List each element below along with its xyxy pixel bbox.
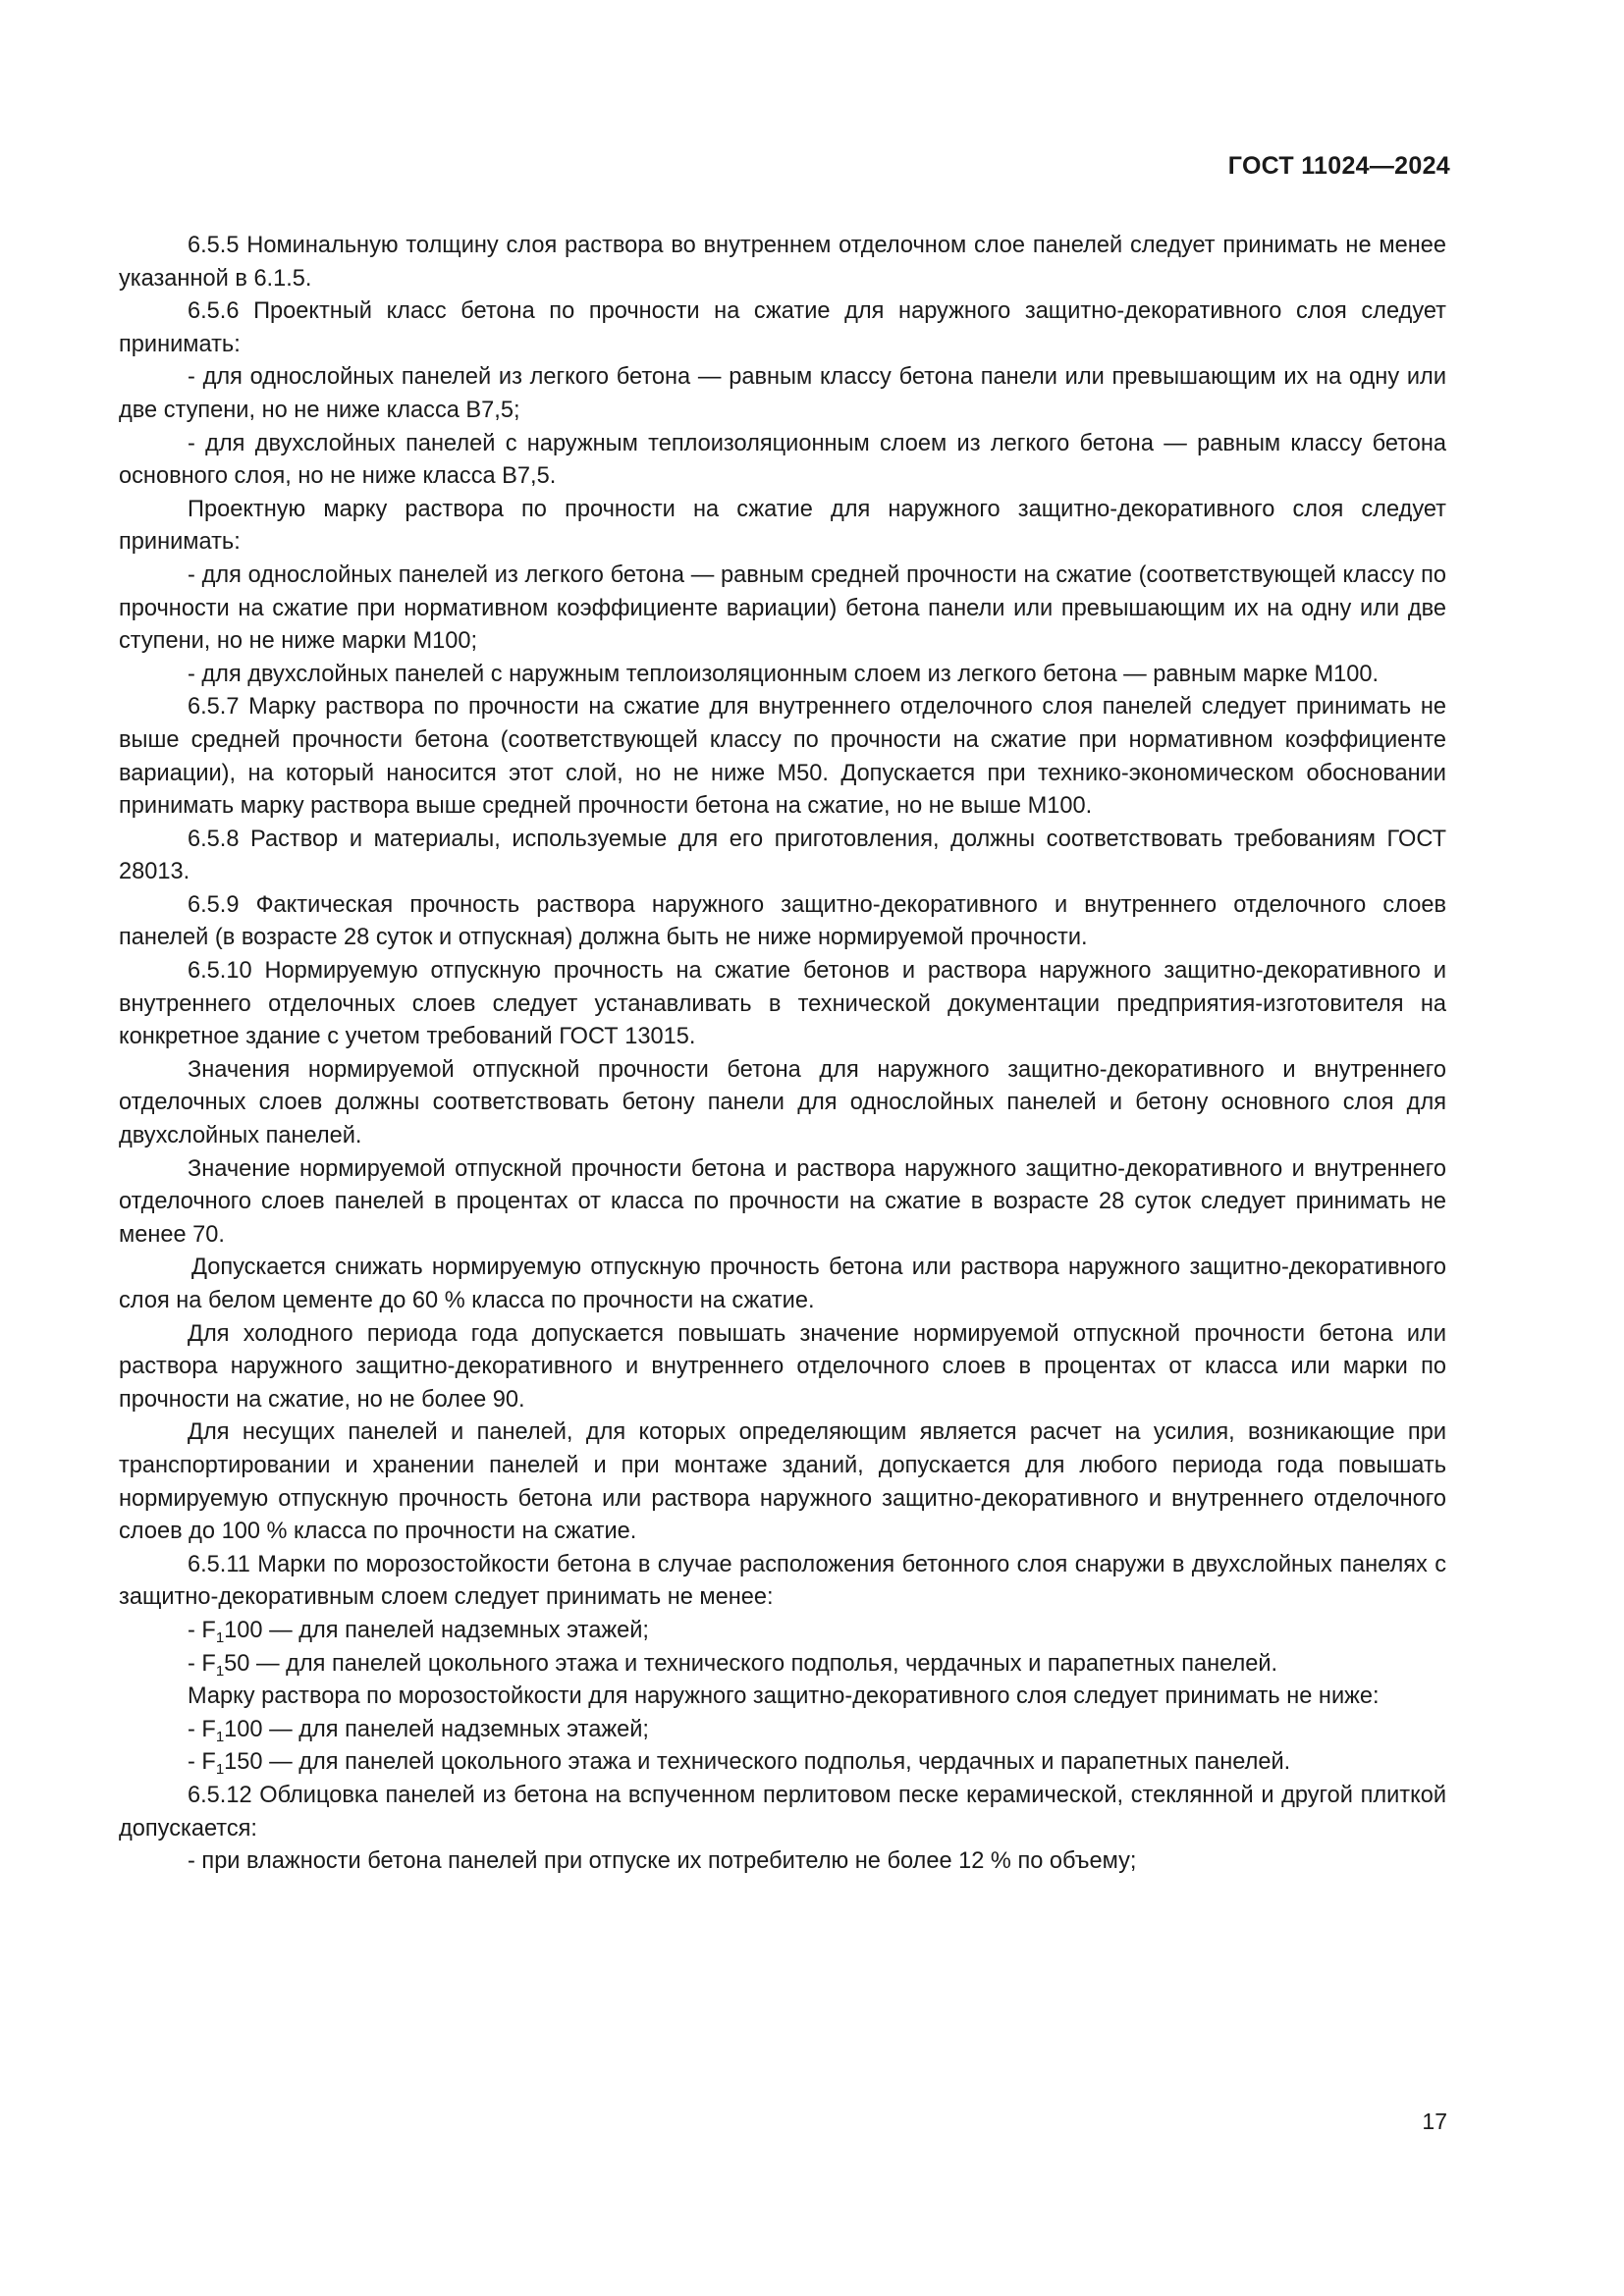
- paragraph: - для двухслойных панелей с наружным теплоизоляционным слоем из легкого бетона — равным классу бетона основного слоя, но не ниже класса В7,5.: [119, 430, 1446, 490]
- list-item: [119, 1648, 1446, 1682]
- paragraph: 6.5.9 Фактическая прочность раствора наружного защитно-декоративного и внутреннего отделочного слоев панелей (в возрасте 28 суток и отпускная) должна быть не ниже нормируемой прочности.: [119, 891, 1446, 951]
- paragraph: - для двухслойных панелей с наружным теплоизоляционным слоем из легкого бетона — равным марке М100.: [188, 661, 1380, 687]
- paragraph: 6.5.8 Раствор и материалы, используемые для его приготовления, должны соответствовать требованиям ГОСТ 28013.: [119, 826, 1446, 885]
- list-item-text: 50 — для панелей цокольного этажа и технического подполья, чердачных и парапетных панелей.: [224, 1650, 1278, 1677]
- list-item-text: 150 — для панелей цокольного этажа и технического подполья, чердачных и парапетных панелей.: [224, 1749, 1291, 1776]
- list-item-text: 100 — для панелей надземных этажей;: [224, 1617, 649, 1643]
- body-text: [119, 230, 1446, 1879]
- list-item-prefix: - F: [188, 1650, 216, 1677]
- document-code-header: ГОСТ 11024—2024: [1227, 152, 1450, 180]
- paragraph: Значение нормируемой отпускной прочности бетона и раствора наружного защитно-декоративного и внутреннего отделочного слоев панелей в процентах от класса по прочности на сжатие в возрасте 28 суток следует принимать не менее 70.: [119, 1155, 1446, 1248]
- list-item-prefix: - F: [188, 1716, 216, 1742]
- paragraph: 6.5.7 Марку раствора по прочности на сжатие для внутреннего отделочного слоя панелей следует принимать не выше средней прочности бетона (соответствующей классу по прочности на сжатие при нормативном коэффициенте вариации), на который наносится этот слой, но не ниже М50. Допускается при технико-экономическом обосновании принимать марку раствора выше средней прочности бетона на сжатие, но не выше М100.: [119, 694, 1446, 820]
- paragraph: - для однослойных панелей из легкого бетона — равным средней прочности на сжатие (соответствующей классу по прочности на сжатие при нормативном коэффициенте вариации) бетона панели или превышающим их на одну или две ступени, но не ниже марки М100;: [119, 561, 1446, 655]
- subscript: 1: [215, 1761, 225, 1779]
- paragraph: 6.5.10 Нормируемую отпускную прочность на сжатие бетонов и раствора наружного защитно-декоративного и внутреннего отделочных слоев следует устанавливать в технической документации предприятия-изготовителя на конкретное здание с учетом требований ГОСТ 13015.: [119, 958, 1446, 1050]
- subscript: 1: [215, 1662, 225, 1680]
- paragraph: Значения нормируемой отпускной прочности бетона для наружного защитно-декоративного и внутреннего отделочных слоев должны соответствовать бетону панели для однослойных панелей и бетону основного слоя для двухслойных панелей.: [119, 1056, 1446, 1149]
- paragraph: 6.5.11 Марки по морозостойкости бетона в случае расположения бетонного слоя снаружи в двухслойных панелях с защитно-декоративным слоем следует принимать не менее:: [119, 1551, 1446, 1611]
- paragraph: 6.5.5 Номинальную толщину слоя раствора во внутреннем отделочном слое панелей следует принимать не менее указанной в 6.1.5.: [119, 233, 1446, 292]
- paragraph: Допускается снижать нормируемую отпускную прочность бетона или раствора наружного защитно-декоративного слоя на белом цементе до 60 % класса по прочности на сжатие.: [119, 1255, 1446, 1313]
- list-item: [119, 1714, 1446, 1747]
- list-item: [119, 1615, 1446, 1648]
- paragraph: Марку раствора по морозостойкости для наружного защитно-декоративного слоя следует принимать не ниже:: [188, 1683, 1380, 1710]
- paragraph: 6.5.6 Проектный класс бетона по прочности на сжатие для наружного защитно-декоративного слоя следует принимать:: [119, 298, 1446, 357]
- list-item: [119, 1746, 1446, 1780]
- paragraph: Для несущих панелей и панелей, для которых определяющим является расчет на усилия, возникающие при транспортировании и хранении панелей и при монтаже зданий, допускается для любого периода года повышать нормируемую отпускную прочность бетона или раствора наружного защитно-декоративного и внутреннего отделочного слоев до 100 % класса по прочности на сжатие.: [119, 1419, 1446, 1545]
- paragraph: Проектную марку раствора по прочности на сжатие для наружного защитно-декоративного слоя следует принимать:: [119, 496, 1446, 556]
- list-item-text: 100 — для панелей надземных этажей;: [224, 1716, 649, 1742]
- subscript: 1: [215, 1629, 225, 1646]
- paragraph: Для холодного периода года допускается повышать значение нормируемой отпускной прочности бетона или раствора наружного защитно-декоративного и внутреннего отделочного слоев в процентах от класса или марки по прочности на сжатие, но не более 90.: [119, 1320, 1446, 1413]
- list-item-prefix: - F: [188, 1617, 216, 1643]
- paragraph: - при влажности бетона панелей при отпуске их потребителю не более 12 % по объему;: [188, 1848, 1137, 1875]
- page-number: 17: [1422, 2109, 1447, 2134]
- paragraph: 6.5.12 Облицовка панелей из бетона на вспученном перлитовом песке керамической, стеклянной и другой плиткой допускается:: [119, 1782, 1446, 1842]
- subscript: 1: [215, 1728, 225, 1745]
- list-item-prefix: - F: [188, 1749, 216, 1776]
- paragraph: - для однослойных панелей из легкого бетона — равным классу бетона панели или превышающим их на одну или две ступени, но не ниже класса В7,5;: [119, 364, 1446, 423]
